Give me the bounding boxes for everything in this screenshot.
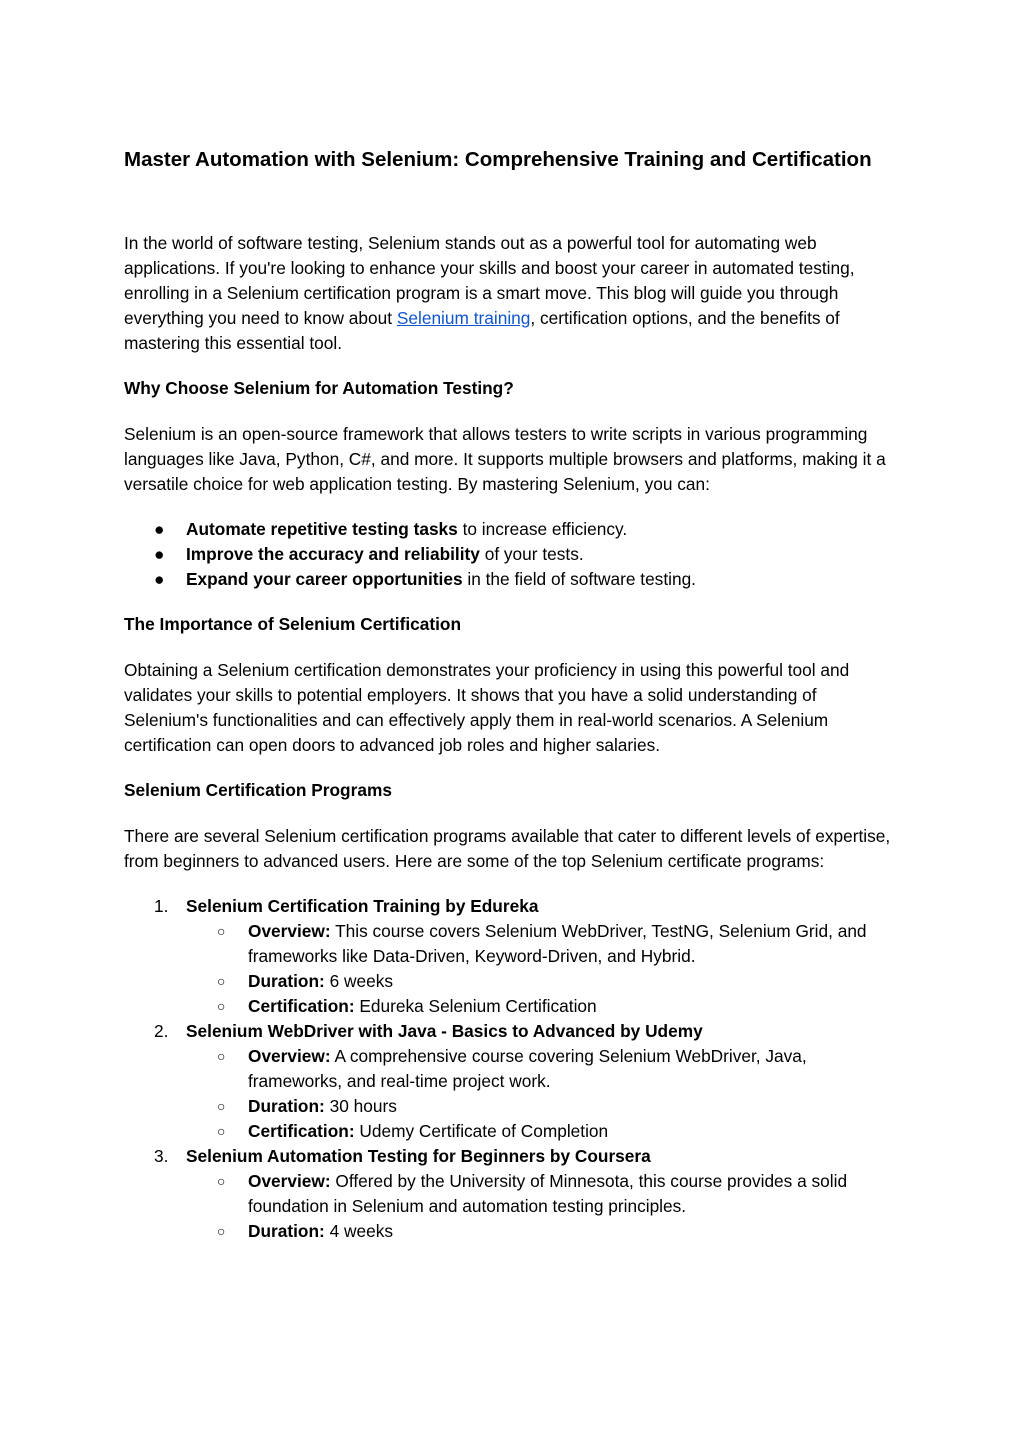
section-heading-why-selenium: Why Choose Selenium for Automation Testing? bbox=[124, 378, 514, 398]
detail-text: A comprehensive course covering Selenium WebDriver, Java, frameworks, and real-time project work. bbox=[248, 1046, 807, 1091]
circle-bullet-icon: ○ bbox=[217, 1048, 226, 1064]
circle-bullet-icon: ○ bbox=[217, 1098, 226, 1114]
detail-text: This course covers Selenium WebDriver, TestNG, Selenium Grid, and frameworks like Data-Driven, Keyword-Driven, and Hybrid. bbox=[248, 921, 867, 966]
detail-item bbox=[186, 1044, 904, 1094]
list-item bbox=[124, 567, 904, 592]
detail-text: 4 weeks bbox=[324, 1221, 393, 1241]
program-details bbox=[186, 1169, 904, 1244]
list-item-text: to increase efficiency. bbox=[457, 519, 628, 539]
bullet-icon: ● bbox=[154, 519, 165, 539]
circle-bullet-icon: ○ bbox=[217, 998, 226, 1014]
list-item-bold: Automate repetitive testing tasks bbox=[186, 519, 458, 539]
list-number: 3. bbox=[154, 1146, 169, 1166]
intro-paragraph bbox=[124, 231, 904, 356]
detail-text: Udemy Certificate of Completion bbox=[354, 1121, 609, 1141]
program-details bbox=[186, 1044, 904, 1144]
detail-item bbox=[186, 1094, 904, 1119]
detail-text: 6 weeks bbox=[324, 971, 393, 991]
detail-label: Overview: bbox=[248, 1171, 331, 1191]
detail-label: Overview: bbox=[248, 921, 331, 941]
benefits-list bbox=[124, 517, 904, 592]
section-paragraph-certification-importance: Obtaining a Selenium certification demonstrates your proficiency in using this powerful tool and validates your skills to potential employers. It shows that you have a solid understanding of Selenium's functionalities and can effectively apply them in real-world scenarios. A Selenium certification can open doors to advanced job roles and higher salaries. bbox=[124, 660, 850, 755]
program-item-edureka bbox=[124, 894, 904, 1019]
detail-text: Offered by the University of Minnesota, this course provides a solid foundation in Selenium and automation testing principles. bbox=[248, 1171, 848, 1216]
programs-list bbox=[124, 894, 904, 1244]
section-heading-certification-programs: Selenium Certification Programs bbox=[124, 780, 392, 800]
intro-text-after-link: , certification options, and the benefits of mastering this essential tool. bbox=[124, 308, 840, 353]
circle-bullet-icon: ○ bbox=[217, 1123, 226, 1139]
list-item-bold: Improve the accuracy and reliability bbox=[186, 544, 480, 564]
detail-item bbox=[186, 1219, 904, 1244]
list-number: 1. bbox=[154, 896, 169, 916]
program-item-udemy bbox=[124, 1019, 904, 1144]
program-title: Selenium Certification Training by Edureka bbox=[186, 896, 539, 916]
section-paragraph-certification-programs: There are several Selenium certification programs available that cater to different levels of expertise, from beginners to advanced users. Here are some of the top Selenium certificate programs: bbox=[124, 826, 891, 871]
detail-label: Certification: bbox=[248, 996, 355, 1016]
detail-item bbox=[186, 1119, 904, 1144]
detail-text: 30 hours bbox=[324, 1096, 397, 1116]
circle-bullet-icon: ○ bbox=[217, 923, 226, 939]
list-number: 2. bbox=[154, 1021, 169, 1041]
detail-label: Certification: bbox=[248, 1121, 355, 1141]
detail-label: Overview: bbox=[248, 1046, 331, 1066]
detail-label: Duration: bbox=[248, 1096, 325, 1116]
intro-text-before-link: In the world of software testing, Selenium stands out as a powerful tool for automating web applications. If you're looking to enhance your skills and boost your career in automated testing, enrolling in a Selenium certification program is a smart move. This blog will guide you through everything you need to know about bbox=[124, 233, 855, 328]
detail-item bbox=[186, 919, 904, 969]
list-item bbox=[124, 517, 904, 542]
circle-bullet-icon: ○ bbox=[217, 1223, 226, 1239]
selenium-training-link[interactable]: Selenium training bbox=[396, 308, 531, 328]
list-item-text: in the field of software testing. bbox=[462, 569, 696, 589]
document-title: Master Automation with Selenium: Comprehensive Training and Certification bbox=[124, 148, 872, 171]
detail-item bbox=[186, 994, 904, 1019]
program-item-coursera bbox=[124, 1144, 904, 1244]
circle-bullet-icon: ○ bbox=[217, 1173, 226, 1189]
program-title: Selenium Automation Testing for Beginners by Coursera bbox=[186, 1146, 651, 1166]
detail-label: Duration: bbox=[248, 1221, 325, 1241]
detail-label: Duration: bbox=[248, 971, 325, 991]
program-details bbox=[186, 919, 904, 1019]
section-heading-certification-importance: The Importance of Selenium Certification bbox=[124, 614, 462, 634]
document-page bbox=[124, 145, 904, 1244]
list-item bbox=[124, 542, 904, 567]
bullet-icon: ● bbox=[154, 569, 165, 589]
detail-item bbox=[186, 1169, 904, 1219]
list-item-text: of your tests. bbox=[479, 544, 584, 564]
bullet-icon: ● bbox=[154, 544, 165, 564]
section-paragraph-why-selenium: Selenium is an open-source framework that allows testers to write scripts in various programming languages like Java, Python, C#, and more. It supports multiple browsers and platforms, making it a versatile choice for web application testing. By mastering Selenium, you can: bbox=[124, 424, 886, 494]
detail-text: Edureka Selenium Certification bbox=[354, 996, 597, 1016]
circle-bullet-icon: ○ bbox=[217, 973, 226, 989]
list-item-bold: Expand your career opportunities bbox=[186, 569, 463, 589]
program-title: Selenium WebDriver with Java - Basics to Advanced by Udemy bbox=[186, 1021, 703, 1041]
detail-item bbox=[186, 969, 904, 994]
